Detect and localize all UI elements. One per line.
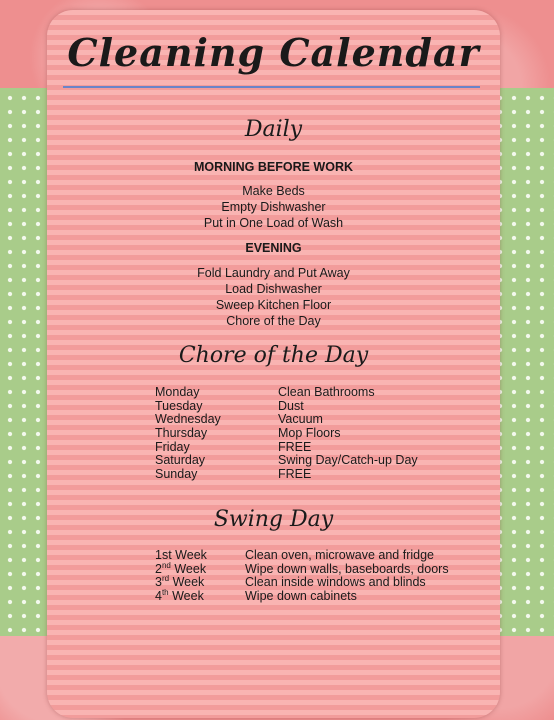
task-label: Wipe down walls, baseboards, doors	[245, 561, 449, 576]
list-item: Fold Laundry and Put Away	[197, 266, 350, 280]
list-item: Chore of the Day	[226, 314, 321, 328]
table-row	[155, 560, 485, 577]
list-item: Sweep Kitchen Floor	[215, 298, 332, 312]
table-row	[155, 441, 485, 455]
chore-of-day-heading: Chore of the Day	[178, 343, 369, 368]
day-label: Monday	[155, 385, 200, 399]
day-label: Saturday	[155, 453, 206, 468]
list-item: Put in One Load of Wash	[203, 216, 344, 230]
task-label: Wipe down cabinets	[245, 589, 357, 604]
task-label: Clean oven, microwave and fridge	[245, 548, 434, 562]
morning-list	[47, 183, 500, 231]
title-divider	[63, 86, 480, 88]
chore-label: Vacuum	[278, 412, 323, 427]
daily-heading: Daily	[244, 117, 303, 142]
list-item: Load Dishwasher	[225, 282, 322, 296]
chore-label: FREE	[278, 439, 312, 454]
evening-list	[47, 265, 500, 329]
week-label: 2nd Week	[155, 560, 207, 576]
table-row	[155, 454, 485, 468]
table-row	[155, 413, 485, 427]
day-label: Thursday	[155, 426, 208, 441]
chore-label: Dust	[278, 398, 304, 413]
task-label: Clean inside windows and blinds	[245, 575, 426, 590]
list-item: Empty Dishwasher	[221, 200, 326, 214]
day-label: Friday	[155, 439, 190, 454]
table-row	[155, 576, 485, 590]
page-title: Cleaning Calendar	[67, 30, 480, 75]
morning-heading: MORNING BEFORE WORK	[193, 160, 354, 174]
table-row	[155, 400, 485, 414]
week-label: 4th Week	[155, 588, 204, 604]
chore-of-day-table	[155, 386, 485, 482]
day-label: Sunday	[155, 467, 198, 482]
evening-heading: EVENING	[245, 241, 302, 255]
table-row	[155, 386, 485, 400]
table-row	[155, 549, 485, 563]
chore-label: Clean Bathrooms	[278, 385, 375, 399]
swing-day-table	[155, 549, 485, 604]
chore-label: Mop Floors	[278, 426, 341, 441]
chore-label: FREE	[278, 467, 312, 482]
list-item: Make Beds	[242, 184, 305, 198]
chore-label: Swing Day/Catch-up Day	[278, 453, 418, 468]
calendar-card	[47, 10, 500, 718]
day-label: Wednesday	[155, 412, 221, 427]
table-row	[155, 590, 485, 604]
day-label: Tuesday	[155, 398, 203, 413]
swing-day-heading: Swing Day	[213, 507, 334, 532]
week-label: 3rd Week	[155, 574, 205, 590]
table-row	[155, 427, 485, 441]
week-label: 1st Week	[155, 548, 207, 562]
table-row	[155, 468, 485, 482]
